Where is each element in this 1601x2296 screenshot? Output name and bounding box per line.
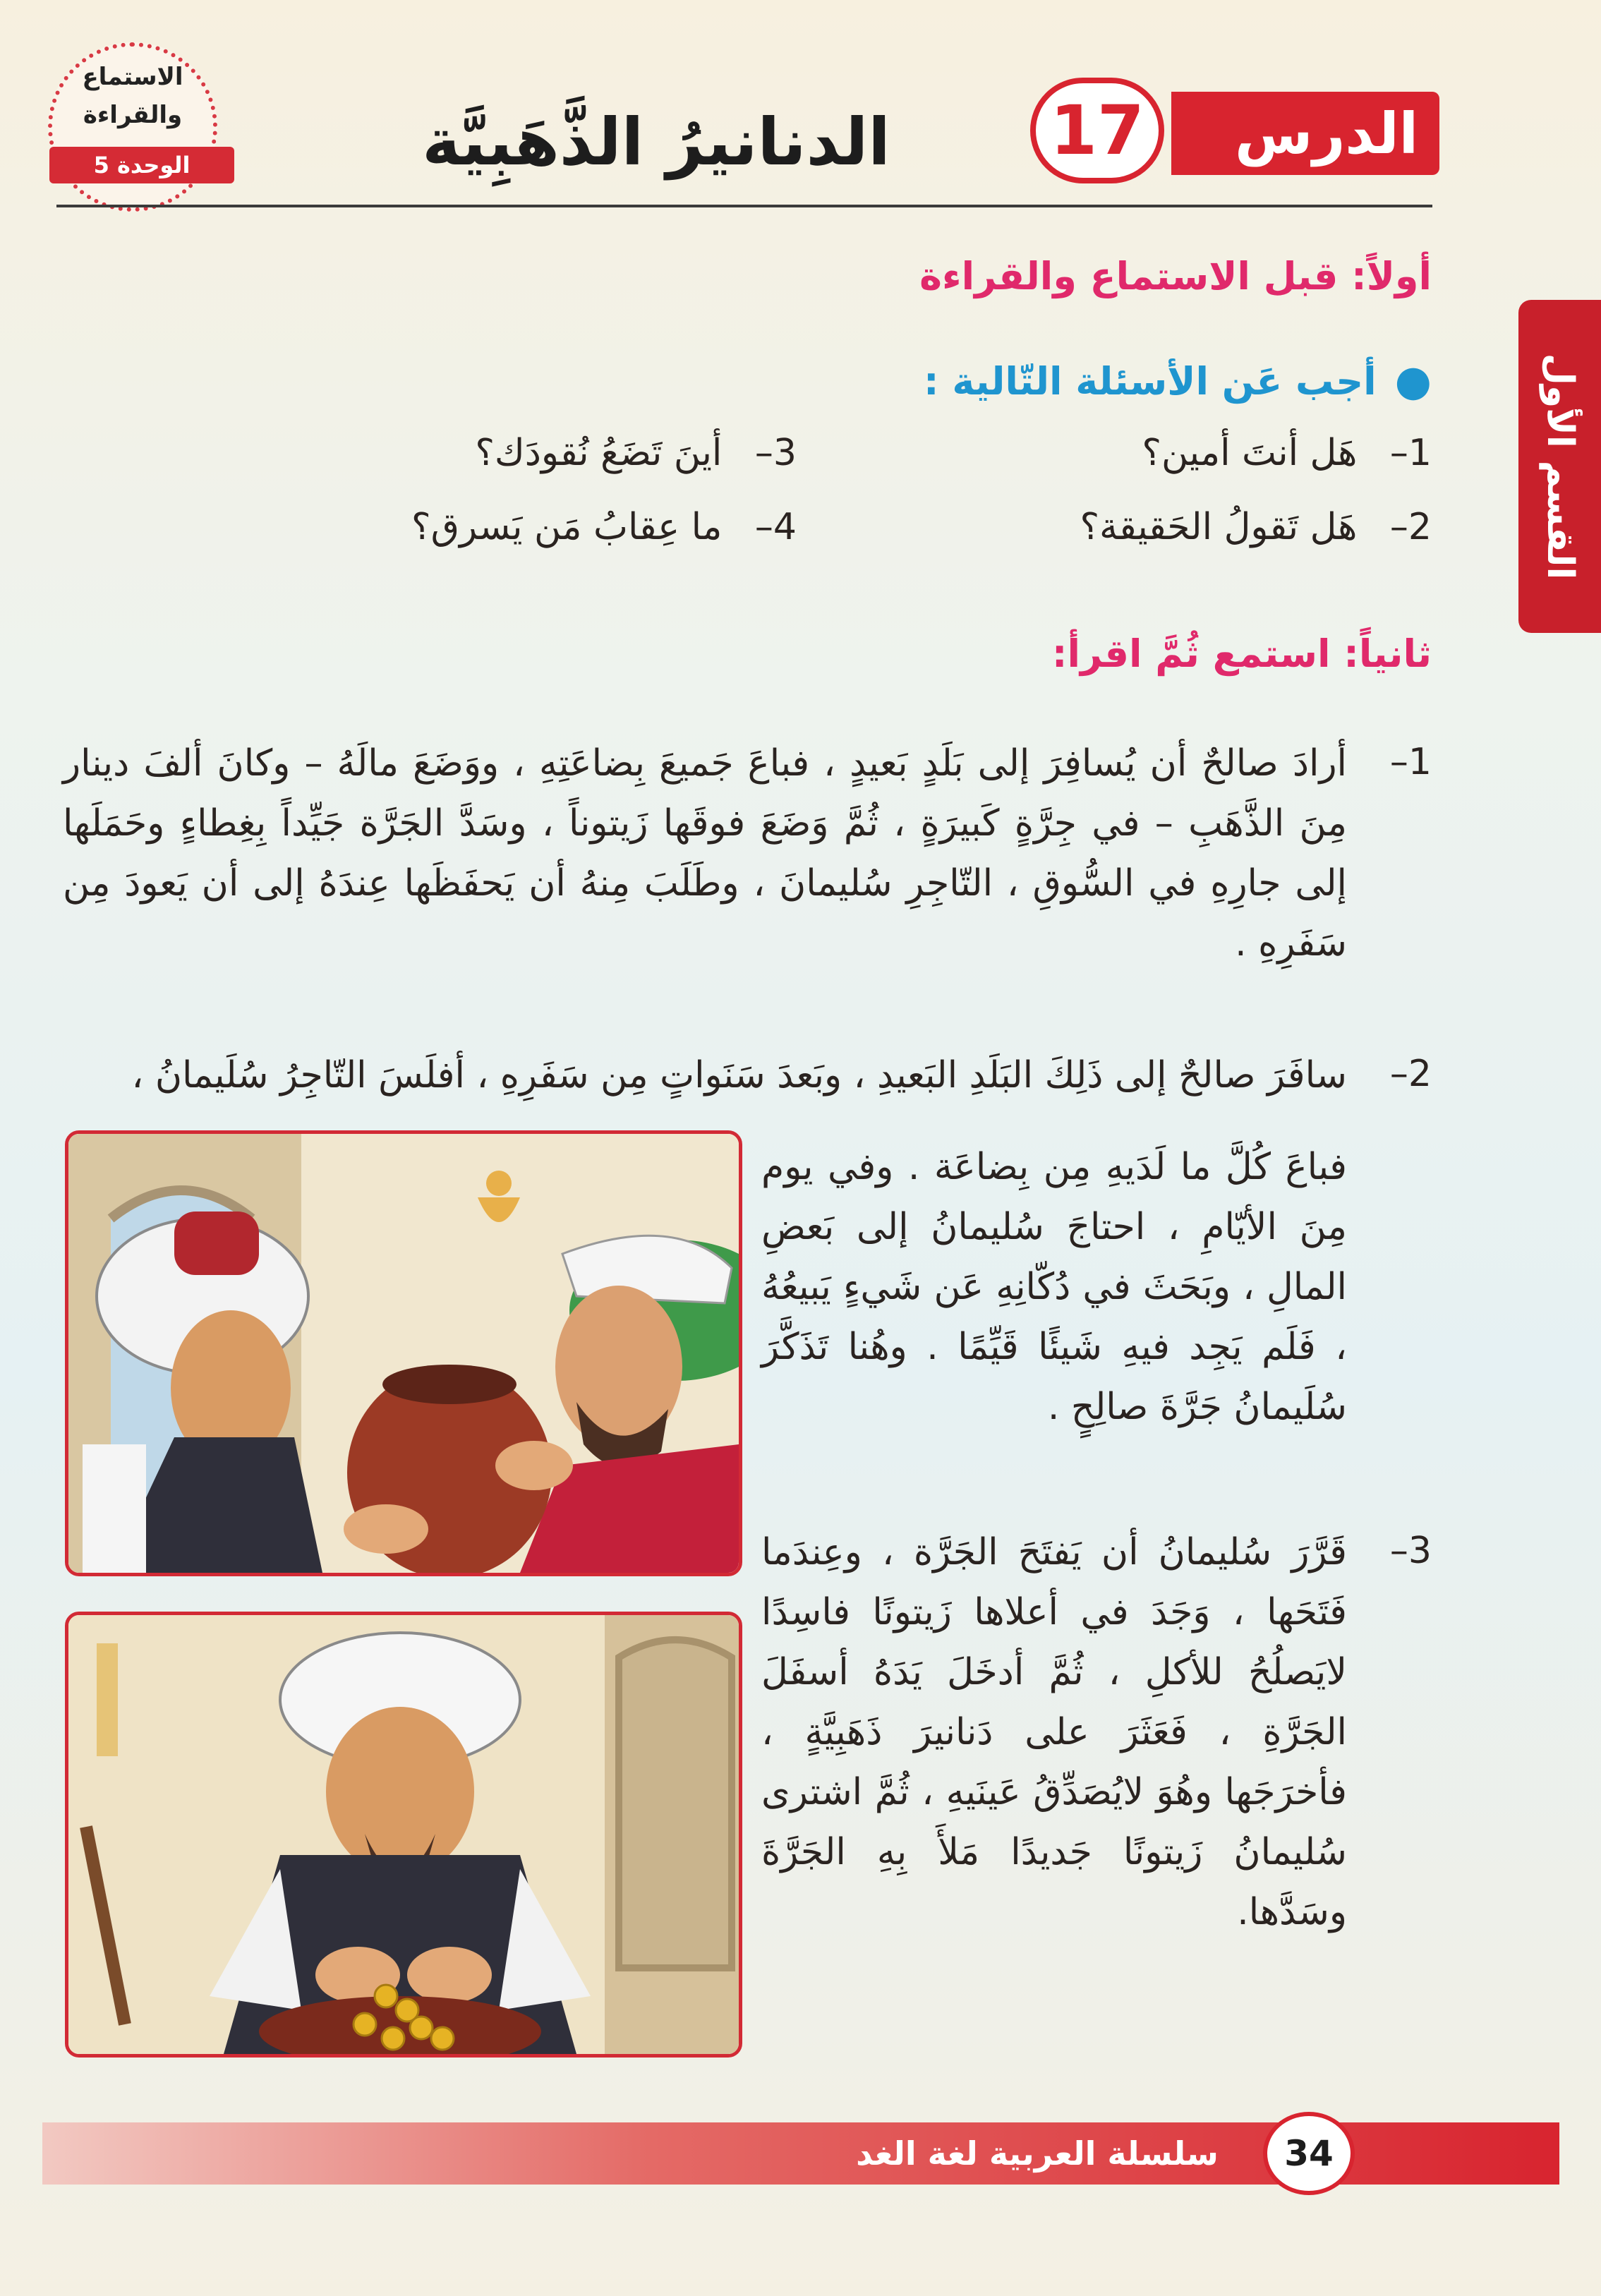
paragraph-number: 2– — [1389, 1053, 1432, 1095]
gold-discovery-scene — [68, 1615, 739, 2054]
question-number: 3– — [754, 432, 797, 474]
section2-heading: ثانياً: استمع ثُمَّ اقرأ: — [1051, 632, 1432, 676]
question-number: 1– — [1389, 432, 1432, 474]
unit-label: الوحدة 5 — [49, 147, 234, 183]
skill-badge-line2: والقراءة — [83, 101, 183, 129]
lesson-number: 17 — [1030, 78, 1164, 183]
question-item — [411, 506, 797, 548]
question-text: هَل أنتَ أمين؟ — [1142, 432, 1358, 474]
paragraph-text: قَرَّرَ سُليمانُ أن يَفتَحَ الجَرَّة ، وعِندَما فَتَحَها ، وَجَدَ في أعلاها زَيتونًا فاسِدًا لايَصلُحُ للأكلِ ، ثُمَّ أدخَلَ يَدَهُ أسفَلَ الجَرَّةِ ، فَعَثَرَ على دَنانيرَ ذَهَبِيَّةٍ ، فأخرَجَها وهُوَ لايُصَدِّقُ عَينَيهِ ، ثُمَّ اشترى سُليمانُ زَيتونًا جَديدًا مَلأَ بِهِ الجَرَّةَ وسَدَّها. — [761, 1531, 1347, 1933]
lesson-label: الدرس — [1171, 92, 1439, 175]
question-item — [1142, 432, 1432, 474]
section-side-tab — [1518, 300, 1601, 633]
question-number: 4– — [754, 506, 797, 548]
skill-badge-text — [62, 58, 203, 134]
paragraph-text: فباعَ كُلَّ ما لَدَيهِ مِن بِضاعَة . وفي يوم مِنَ الأيّامِ ، احتاجَ سُليمانُ إلى بَعضِ المالِ ، وبَحَثَ في دُكّانِهِ عَن شَيءٍ يَبيعُهُ ، فَلَم يَجِد فيهِ شَيئًا قَيِّمًا . وهُنا تَذَكَّرَ سُلَيمانُ جَرَّةَ صالِحٍ . — [761, 1146, 1347, 1428]
page-number: 34 — [1263, 2112, 1355, 2195]
bullet-icon: ● — [1394, 356, 1432, 406]
paragraph-number: 1– — [1389, 741, 1432, 783]
paragraph-text: أرادَ صالحٌ أن يُسافِرَ إلى بَلَدٍ بَعيدٍ ، فباعَ جَميعَ بِضاعَتِهِ ، ووَضَعَ مالَهُ – وكانَ ألفَ دينار مِنَ الذَّهَبِ – في جِرَّةٍ كَبيرَةٍ ، ثُمَّ وَضَعَ فوقَها زَيتوناً ، وسَدَّ الجَرَّة جَيِّداً بِغِطاءٍ وحَمَلَها إلى جارِهِ في السُّوقِ ، التّاجِرِ سُليمانَ ، وطَلَبَ مِنهُ أن يَحفَظَها عِندَهُ إلى أن يَعودَ مِن سَفَرِهِ . — [63, 742, 1347, 965]
question-text: هَل تَقولُ الحَقيقة؟ — [1080, 506, 1358, 548]
skill-badge-line1: الاستماع — [82, 63, 183, 91]
instruction-text: أجب عَن الأسئلة التّالية : — [923, 358, 1377, 404]
instruction-row — [585, 356, 1432, 406]
footer-series-title: سلسلة العربية لغة الغد — [856, 2134, 1219, 2173]
illustration-gold-discovery — [65, 1612, 742, 2058]
paragraph-number: 3– — [1389, 1530, 1432, 1572]
jar-handover-scene — [68, 1134, 739, 1573]
lesson-title: الدنانيرُ الذَّهَبِيَّة — [422, 104, 890, 180]
section1-heading: أولاً: قبل الاستماع والقراءة — [919, 254, 1432, 298]
illustration-jar-handover — [65, 1130, 742, 1576]
question-item — [1080, 506, 1432, 548]
header-divider — [56, 205, 1432, 207]
paragraph-text-top: سافَرَ صالحٌ إلى ذَلِكَ البَلَدِ البَعيدِ ، وبَعدَ سَنَواتٍ مِن سَفَرِهِ ، أفلَسَ التّاجِرُ سُلَيمانُ ، — [131, 1054, 1347, 1096]
question-number: 2– — [1389, 506, 1432, 548]
side-tab-label: القسم الأول — [1538, 353, 1581, 580]
question-text: أينَ تَضَعُ نُقودَك؟ — [475, 432, 723, 474]
question-item — [475, 432, 797, 474]
question-text: ما عِقابُ مَن يَسرق؟ — [411, 506, 723, 548]
